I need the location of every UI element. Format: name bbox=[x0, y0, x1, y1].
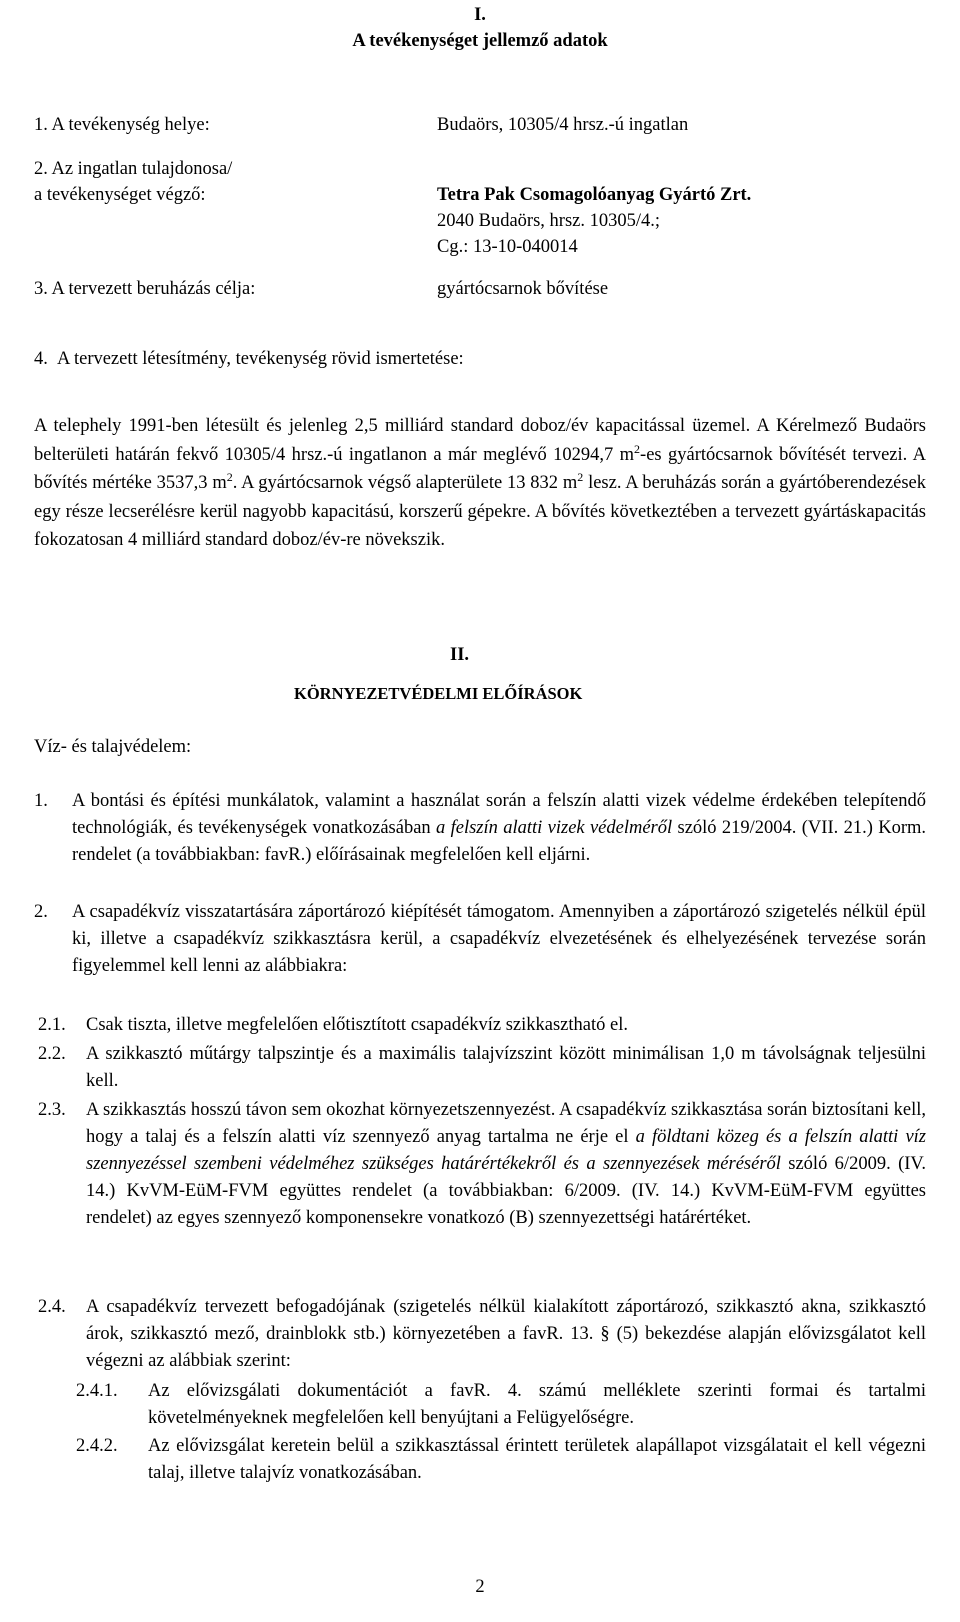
requirement-2-1-number: 2.1. bbox=[38, 1015, 66, 1035]
requirement-1 bbox=[34, 788, 926, 869]
requirement-2-2-text: A szikkasztó műtárgy talpszintje és a maximális talajvízszint között minimálisan 1,0 m távolságnak teljesülni kell. bbox=[86, 1044, 926, 1091]
description-number: 4. bbox=[34, 349, 48, 369]
page-number: 2 bbox=[475, 1577, 485, 1597]
section-1-roman: I. bbox=[474, 5, 486, 25]
owner-label-line1: 2. Az ingatlan tulajdonosa/ bbox=[34, 159, 233, 179]
requirement-1-number: 1. bbox=[34, 791, 48, 811]
requirement-2-text: A csapadékvíz visszatartására záportározó kiépítését támogatom. Amennyiben a záportározó szigetelés nélkül épül ki, illetve a csapadékvíz szikkasztásra kerül, a csapadékvíz elvezetésének és elhelyezésének tervezése során figyelemmel kell lenni az alábbiakra: bbox=[72, 902, 926, 976]
requirement-2-4-1-text: Az elővizsgálati dokumentációt a favR. 4. számú melléklete szerinti formai és tartalmi követelményeknek megfelelően kell benyújtani a Felügyelőségre. bbox=[148, 1381, 926, 1428]
requirement-2-2-number: 2.2. bbox=[38, 1044, 66, 1064]
owner-registration: Cg.: 13-10-040014 bbox=[437, 237, 578, 257]
owner-address: 2040 Budaörs, hrsz. 10305/4.; bbox=[437, 211, 661, 231]
section-1-title: A tevékenységet jellemző adatok bbox=[352, 31, 608, 51]
requirement-2-3-number: 2.3. bbox=[38, 1100, 66, 1120]
requirement-2-3 bbox=[38, 1097, 926, 1232]
owner-label-line2: a tevékenységet végző: bbox=[34, 185, 206, 205]
requirement-1-text: A bontási és építési munkálatok, valamint a használat során a felszín alatti vizek védelme érdekében telepítendő technológiák, és tevékenységek vonatkozásában a felszín alatti vizek védelméről szóló 219/2004. (VII. 21.) Korm. rendelet (a továbbiakban: favR.) előírásainak megfelelően kell eljárni. bbox=[72, 791, 926, 865]
requirement-2-4-text: A csapadékvíz tervezett befogadójának (szigetelés nélkül kialakított záportározó, szikkasztó akna, szikkasztó árok, szikkasztó mező, drainblokk stb.) környezetében a favR. 13. § (5) bekezdése alapján elővizsgálatot kell végezni az alábbiak szerint: bbox=[86, 1297, 926, 1371]
activity-location-label: 1. A tevékenység helye: bbox=[34, 115, 210, 135]
requirement-2-4-2-text: Az elővizsgálat keretein belül a szikkasztással érintett területek alapállapot vizsgálatait el kell végezni talaj, illetve talajvíz vonatkozásában. bbox=[148, 1436, 926, 1483]
description-heading: A tervezett létesítmény, tevékenység rövid ismertetése: bbox=[57, 349, 464, 369]
requirement-2-1 bbox=[38, 1012, 926, 1039]
requirement-2-4-1-number: 2.4.1. bbox=[76, 1381, 118, 1401]
requirement-2-number: 2. bbox=[34, 902, 48, 922]
requirement-2-4-2-number: 2.4.2. bbox=[76, 1436, 118, 1456]
requirement-2-4-2 bbox=[76, 1433, 926, 1487]
water-soil-subheading: Víz- és talajvédelem: bbox=[34, 737, 192, 757]
section-2-roman: II. bbox=[450, 645, 470, 665]
requirement-2-4-number: 2.4. bbox=[38, 1297, 66, 1317]
owner-company: Tetra Pak Csomagolóanyag Gyártó Zrt. bbox=[437, 185, 752, 205]
requirement-2-4 bbox=[38, 1294, 926, 1375]
requirement-2 bbox=[34, 899, 926, 980]
requirement-2-3-text: A szikkasztás hosszú távon sem okozhat környezetszennyezést. A csapadékvíz szikkasztása során biztosítani kell, hogy a talaj és a felszín alatti víz szennyező anyag tartalma ne érje el a földtani közeg és a felszín alatti víz szennyezéssel szembeni védelméhez szükséges határértékekről és a szennyezések méréséről szóló 6/2009. (IV. 14.) KvVM-EüM-FVM együttes rendelet (a továbbiakban: 6/2009. (IV. 14.) KvVM-EüM-FVM együttes rendelet) az egyes szennyező komponensekre vonatkozó (B) szennyezettségi határértéket. bbox=[86, 1100, 926, 1228]
activity-location-value: Budaörs, 10305/4 hrsz.-ú ingatlan bbox=[437, 115, 689, 135]
investment-purpose-label: 3. A tervezett beruházás célja: bbox=[34, 279, 256, 299]
investment-purpose-value: gyártócsarnok bővítése bbox=[437, 279, 609, 299]
requirement-2-4-1 bbox=[76, 1378, 926, 1432]
requirement-2-1-text: Csak tiszta, illetve megfelelően előtisztított csapadékvíz szikkasztható el. bbox=[86, 1015, 628, 1035]
facility-description: A telephely 1991-ben létesült és jelenleg 2,5 milliárd standard doboz/év kapacitással üzemel. A Kérelmező Budaörs belterületi határán fekvő 10305/4 hrsz.-ú ingatlanon a már meglévő 10294,7 $m^2-es$ gyártócsarnok bővítését tervezi. A bővítés mértéke 3537,3 $m^2$. A gyártócsarnok végső alapterülete 13 832 $m^2$ lesz. A beruházás során a gyártóberendezések egy része lecserélésre kerül nagyobb kapacitású, korszerű gépekre. A bővítés következtében a tervezett gyártáskapacitás fokozatosan 4 milliárd standard doboz/év-re növekszik. bbox=[34, 416, 926, 550]
section-2-title: KÖRNYEZETVÉDELMI ELŐÍRÁSOK bbox=[294, 684, 583, 703]
requirement-2-2 bbox=[38, 1041, 926, 1095]
